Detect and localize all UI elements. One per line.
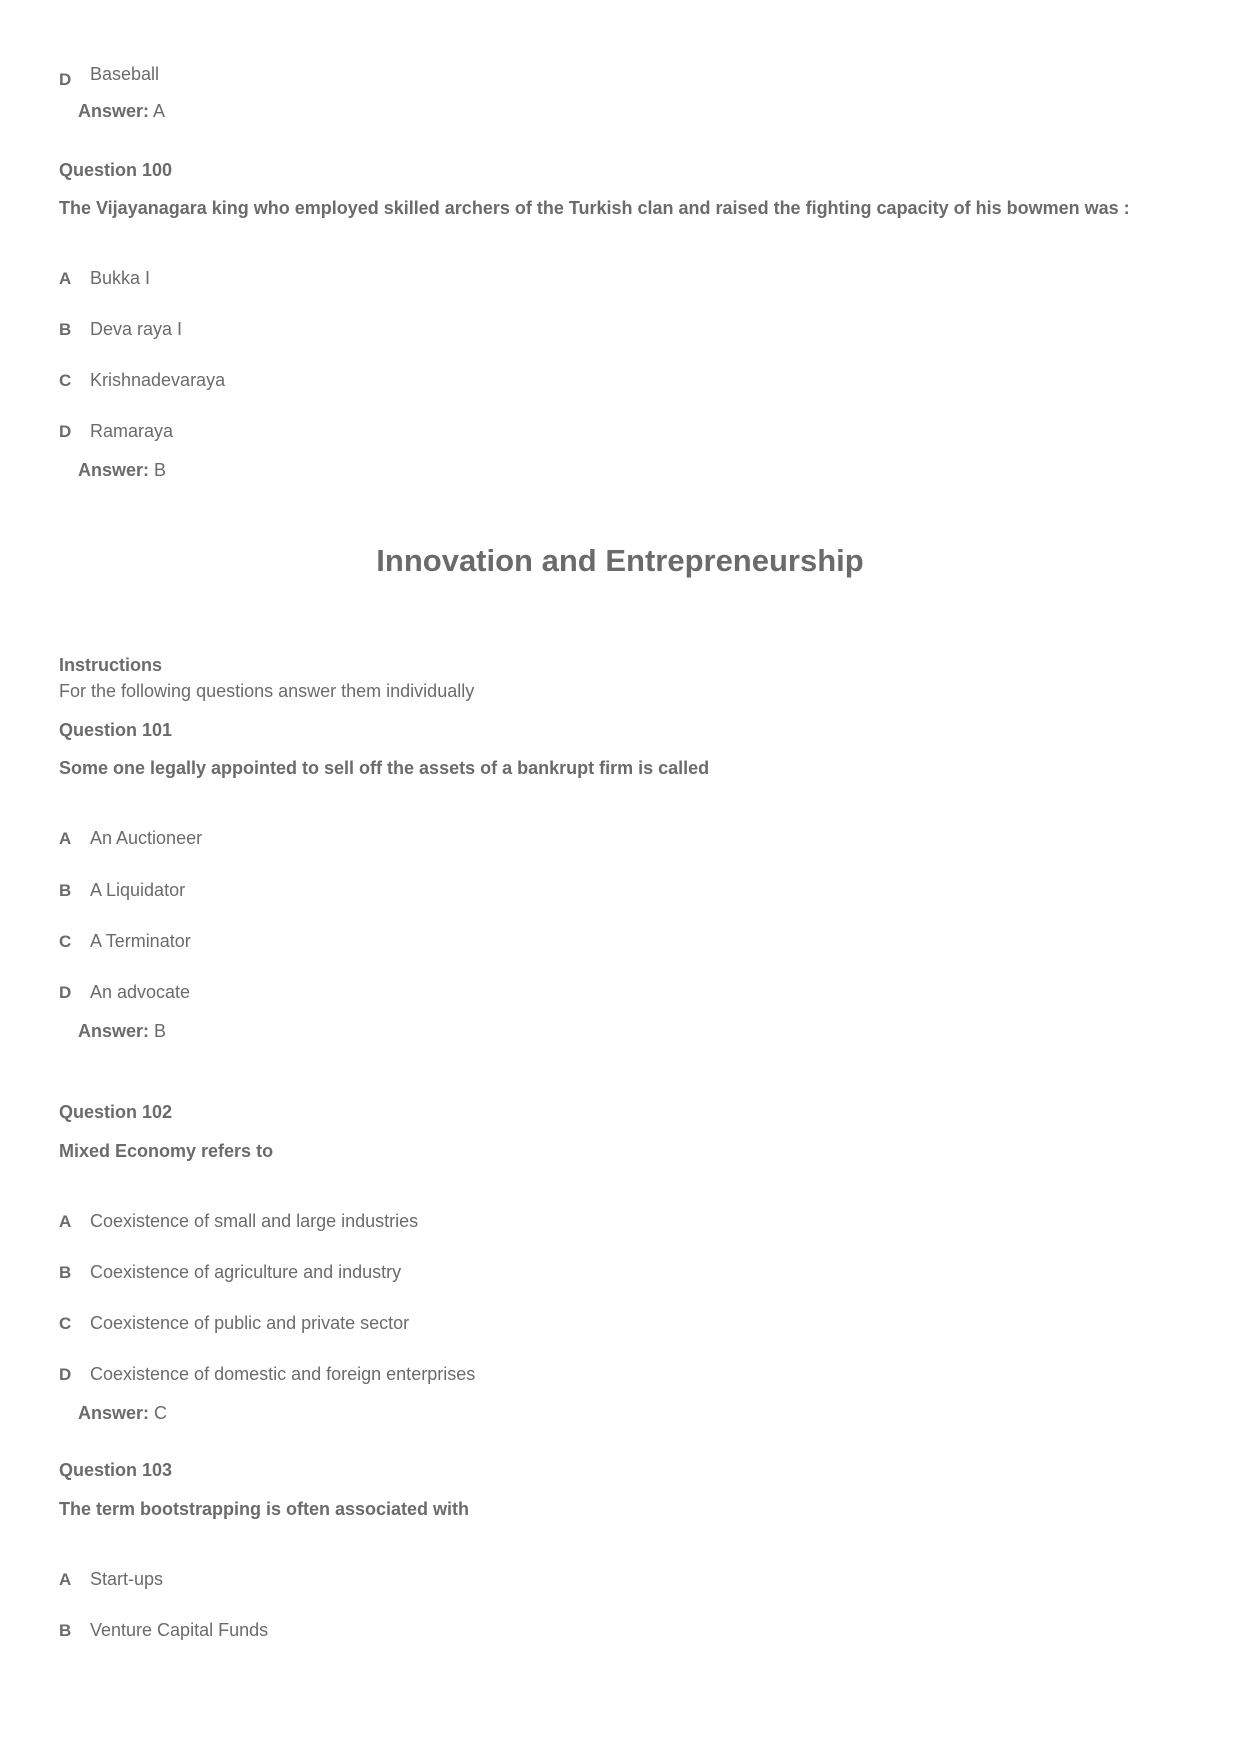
option-text: Coexistence of domestic and foreign enterprises (90, 1364, 476, 1384)
section-title: Innovation and Entrepreneurship (376, 543, 864, 578)
option-letter: A (59, 1212, 72, 1231)
option-letter: C (59, 932, 72, 951)
option-text: Coexistence of public and private sector (90, 1313, 410, 1333)
answer-label: Answer: (78, 1403, 150, 1423)
option-letter: A (59, 829, 72, 848)
option-letter: A (59, 1570, 72, 1589)
option-letter: D (59, 70, 72, 89)
question-number: Question 102 (59, 1102, 173, 1122)
option-letter: D (59, 983, 72, 1002)
answer-line (78, 1403, 167, 1424)
question-number: Question 101 (59, 720, 173, 740)
option-text: Venture Capital Funds (90, 1620, 269, 1640)
instructions-label: Instructions (59, 655, 163, 675)
answer-line (78, 460, 166, 481)
answer-value: B (154, 460, 167, 480)
answer-label: Answer: (78, 1021, 150, 1041)
option-text: Coexistence of small and large industries (90, 1211, 419, 1231)
answer-value: C (154, 1403, 168, 1423)
question-text: Mixed Economy refers to (59, 1141, 274, 1161)
option-letter: B (59, 320, 72, 339)
option-letter: D (59, 1365, 72, 1384)
option-letter: D (59, 422, 72, 441)
option-text: A Liquidator (90, 880, 186, 900)
question-text: Some one legally appointed to sell off the assets of a bankrupt firm is called (59, 758, 710, 778)
question-text: The term bootstrapping is often associated with (59, 1499, 470, 1519)
answer-value: A (153, 101, 166, 121)
option-letter: B (59, 881, 72, 900)
answer-label: Answer: (78, 460, 150, 480)
option-text: Ramaraya (90, 421, 174, 441)
answer-value: B (154, 1021, 167, 1041)
option-text: Deva raya I (90, 319, 183, 339)
option-text: Start-ups (90, 1569, 164, 1589)
answer-label: Answer: (78, 101, 150, 121)
option-text: Bukka I (90, 268, 151, 288)
option-letter: C (59, 371, 72, 390)
option-text: An advocate (90, 982, 191, 1002)
option-text: A Terminator (90, 931, 191, 951)
answer-line (78, 101, 165, 122)
option-letter: A (59, 269, 72, 288)
instructions-text: For the following questions answer them individually (59, 681, 475, 701)
option-text: Baseball (90, 64, 160, 84)
question-number: Question 103 (59, 1460, 173, 1480)
question-text: The Vijayanagara king who employed skilled archers of the Turkish clan and raised the fighting capacity of his bowmen was : (59, 198, 1130, 218)
option-letter: C (59, 1314, 72, 1333)
option-letter: B (59, 1263, 72, 1282)
question-number: Question 100 (59, 160, 173, 180)
option-text: Krishnadevaraya (90, 370, 226, 390)
option-text: An Auctioneer (90, 828, 203, 848)
option-letter: B (59, 1621, 72, 1640)
option-text: Coexistence of agriculture and industry (90, 1262, 402, 1282)
answer-line (78, 1021, 166, 1042)
